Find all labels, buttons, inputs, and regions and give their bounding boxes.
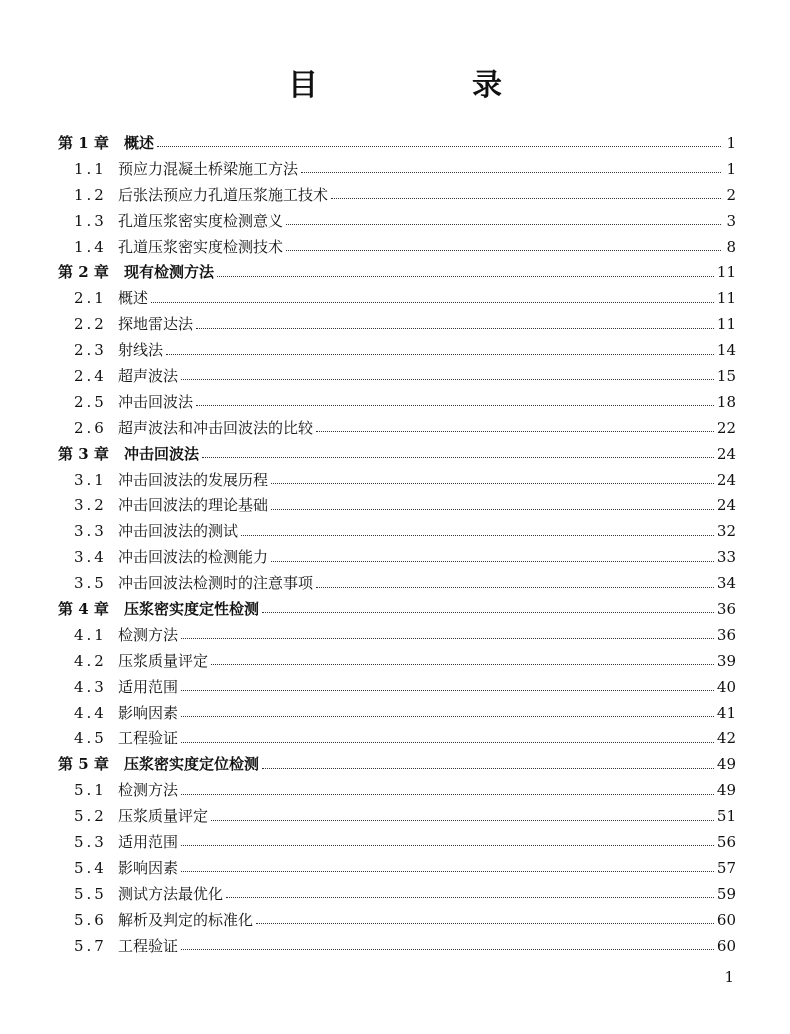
toc-section-entry: [58, 701, 736, 727]
dot-leader: [211, 820, 714, 821]
entry-page-number: 36: [716, 600, 736, 619]
entry-number: 4.3: [74, 677, 107, 696]
toc-section-entry: [58, 493, 736, 519]
dot-leader: [151, 302, 714, 303]
toc-section-entry: [58, 390, 736, 416]
toc-section-entry: [58, 312, 736, 338]
dot-leader: [262, 612, 714, 613]
entry-page-number: 34: [716, 574, 736, 593]
entry-title: 适用范围: [118, 833, 179, 852]
entry-title: 概述: [118, 289, 149, 308]
entry-page-number: 49: [716, 781, 736, 800]
dot-leader: [331, 198, 721, 199]
entry-page-number: 60: [716, 910, 736, 929]
entry-title: 影响因素: [118, 703, 179, 722]
entry-title: 压浆密实度定位检测: [124, 755, 260, 774]
page-title: 目 录: [288, 68, 564, 103]
entry-title: 后张法预应力孔道压浆施工技术: [118, 185, 329, 204]
entry-number: 5.2: [74, 807, 107, 826]
dot-leader: [181, 716, 714, 717]
dot-leader: [256, 923, 714, 924]
toc-section-entry: [58, 804, 736, 830]
dot-leader: [286, 224, 721, 225]
entry-page-number: 1: [726, 159, 736, 178]
entry-page-number: 24: [716, 444, 736, 463]
entry-page-number: 33: [716, 548, 736, 567]
entry-page-number: 60: [716, 936, 736, 955]
dot-leader: [241, 535, 714, 536]
entry-page-number: 2: [726, 185, 736, 204]
entry-number: 3.1: [74, 470, 107, 489]
entry-number: 2.2: [74, 315, 107, 334]
toc-section-entry: [58, 519, 736, 545]
entry-number: 4.2: [74, 651, 107, 670]
entry-title: 检测方法: [118, 625, 179, 644]
toc-section-entry: [58, 157, 736, 183]
entry-number: 4.1: [74, 625, 107, 644]
toc-section-entry: [58, 726, 736, 752]
entry-page-number: 36: [716, 625, 736, 644]
dot-leader: [196, 328, 714, 329]
toc-section-entry: [58, 364, 736, 390]
entry-page-number: 8: [726, 237, 736, 256]
entry-title: 冲击回波法的测试: [118, 522, 239, 541]
toc-section-entry: [58, 675, 736, 701]
toc-section-entry: [58, 286, 736, 312]
dot-leader: [211, 664, 714, 665]
toc-chapter-entry: [58, 442, 736, 468]
entry-title: 压浆质量评定: [118, 651, 209, 670]
dot-leader: [166, 354, 714, 355]
entry-title: 冲击回波法检测时的注意事项: [118, 574, 314, 593]
dot-leader: [181, 794, 714, 795]
entry-title: 概述: [124, 134, 155, 152]
entry-number: 1.3: [74, 211, 107, 230]
entry-title: 解析及判定的标准化: [118, 910, 254, 929]
entry-title: 冲击回波法的检测能力: [118, 548, 269, 567]
entry-title: 压浆密实度定性检测: [124, 600, 260, 619]
entry-number: 2.3: [74, 341, 107, 360]
entry-title: 压浆质量评定: [118, 807, 209, 826]
toc-section-entry: [58, 571, 736, 597]
toc-chapter-entry: [58, 260, 736, 286]
entry-page-number: 32: [716, 522, 736, 541]
entry-page-number: 40: [716, 677, 736, 696]
entry-title: 孔道压浆密实度检测意义: [118, 211, 284, 230]
toc-section-entry: [58, 649, 736, 675]
toc-section-entry: [58, 778, 736, 804]
toc-section-entry: [58, 416, 736, 442]
toc-section-entry: [58, 183, 736, 209]
toc-chapter-entry: [58, 752, 736, 778]
entry-number: 2.4: [74, 367, 107, 386]
dot-leader: [181, 871, 714, 872]
entry-title: 测试方法最优化: [118, 884, 224, 903]
table-of-contents: [58, 131, 736, 960]
dot-leader: [301, 172, 721, 173]
dot-leader: [286, 250, 721, 251]
dot-leader: [316, 431, 714, 432]
entry-page-number: 11: [716, 289, 736, 308]
entry-page-number: 11: [716, 263, 736, 282]
page-number: 1: [724, 968, 734, 986]
dot-leader: [157, 146, 721, 147]
entry-number: 5.7: [74, 936, 107, 955]
entry-page-number: 24: [716, 496, 736, 515]
entry-page-number: 49: [716, 755, 736, 774]
entry-number: 4.4: [74, 703, 107, 722]
entry-page-number: 57: [716, 858, 736, 877]
entry-number: 4.5: [74, 729, 107, 748]
entry-page-number: 22: [716, 418, 736, 437]
entry-number: 3.3: [74, 522, 107, 541]
entry-number: 5.5: [74, 884, 107, 903]
entry-page-number: 59: [716, 884, 736, 903]
entry-number: 第 1 章: [58, 134, 109, 152]
entry-title: 检测方法: [118, 781, 179, 800]
entry-number: 5.1: [74, 781, 107, 800]
entry-page-number: 15: [716, 367, 736, 386]
entry-page-number: 11: [716, 315, 736, 334]
entry-title: 冲击回波法的理论基础: [118, 496, 269, 515]
entry-title: 冲击回波法: [124, 444, 200, 463]
entry-number: 3.2: [74, 496, 107, 515]
entry-number: 第 4 章: [58, 600, 109, 619]
toc-section-entry: [58, 856, 736, 882]
dot-leader: [181, 379, 714, 380]
toc-section-entry: [58, 882, 736, 908]
entry-number: 1.2: [74, 185, 107, 204]
entry-number: 3.4: [74, 548, 107, 567]
entry-number: 5.4: [74, 858, 107, 877]
dot-leader: [316, 587, 714, 588]
entry-number: 1.1: [74, 159, 107, 178]
dot-leader: [217, 276, 714, 277]
toc-section-entry: [58, 908, 736, 934]
toc-section-entry: [58, 338, 736, 364]
entry-number: 1.4: [74, 237, 107, 256]
dot-leader: [202, 457, 714, 458]
toc-chapter-entry: [58, 131, 736, 157]
entry-title: 冲击回波法: [118, 392, 194, 411]
entry-page-number: 1: [726, 134, 736, 152]
entry-title: 孔道压浆密实度检测技术: [118, 237, 284, 256]
entry-number: 2.5: [74, 392, 107, 411]
entry-page-number: 51: [716, 807, 736, 826]
entry-number: 2.6: [74, 418, 107, 437]
toc-section-entry: [58, 209, 736, 235]
entry-title: 探地雷达法: [118, 315, 194, 334]
dot-leader: [271, 561, 714, 562]
entry-title: 超声波法: [118, 367, 179, 386]
entry-title: 射线法: [118, 341, 164, 360]
dot-leader: [181, 638, 714, 639]
entry-number: 第 3 章: [58, 444, 109, 463]
entry-page-number: 18: [716, 392, 736, 411]
dot-leader: [181, 949, 714, 950]
entry-page-number: 56: [716, 833, 736, 852]
toc-section-entry: [58, 235, 736, 261]
toc-section-entry: [58, 934, 736, 960]
entry-page-number: 3: [726, 211, 736, 230]
toc-section-entry: [58, 468, 736, 494]
entry-number: 2.1: [74, 289, 107, 308]
dot-leader: [226, 897, 714, 898]
toc-section-entry: [58, 545, 736, 571]
toc-chapter-entry: [58, 597, 736, 623]
dot-leader: [181, 742, 714, 743]
entry-title: 预应力混凝土桥梁施工方法: [118, 159, 299, 178]
entry-title: 现有检测方法: [124, 263, 215, 282]
entry-title: 适用范围: [118, 677, 179, 696]
dot-leader: [271, 509, 714, 510]
dot-leader: [262, 768, 714, 769]
entry-number: 第 5 章: [58, 755, 109, 774]
dot-leader: [196, 405, 714, 406]
entry-number: 5.6: [74, 910, 107, 929]
entry-title: 工程验证: [118, 936, 179, 955]
entry-title: 超声波法和冲击回波法的比较: [118, 418, 314, 437]
entry-page-number: 41: [716, 703, 736, 722]
entry-number: 3.5: [74, 574, 107, 593]
entry-title: 工程验证: [118, 729, 179, 748]
entry-title: 影响因素: [118, 858, 179, 877]
entry-page-number: 42: [716, 729, 736, 748]
entry-title: 冲击回波法的发展历程: [118, 470, 269, 489]
dot-leader: [271, 483, 714, 484]
entry-page-number: 24: [716, 470, 736, 489]
entry-number: 第 2 章: [58, 263, 109, 282]
entry-number: 5.3: [74, 833, 107, 852]
dot-leader: [181, 845, 714, 846]
entry-page-number: 14: [716, 341, 736, 360]
toc-section-entry: [58, 623, 736, 649]
dot-leader: [181, 690, 714, 691]
entry-page-number: 39: [716, 651, 736, 670]
toc-section-entry: [58, 830, 736, 856]
